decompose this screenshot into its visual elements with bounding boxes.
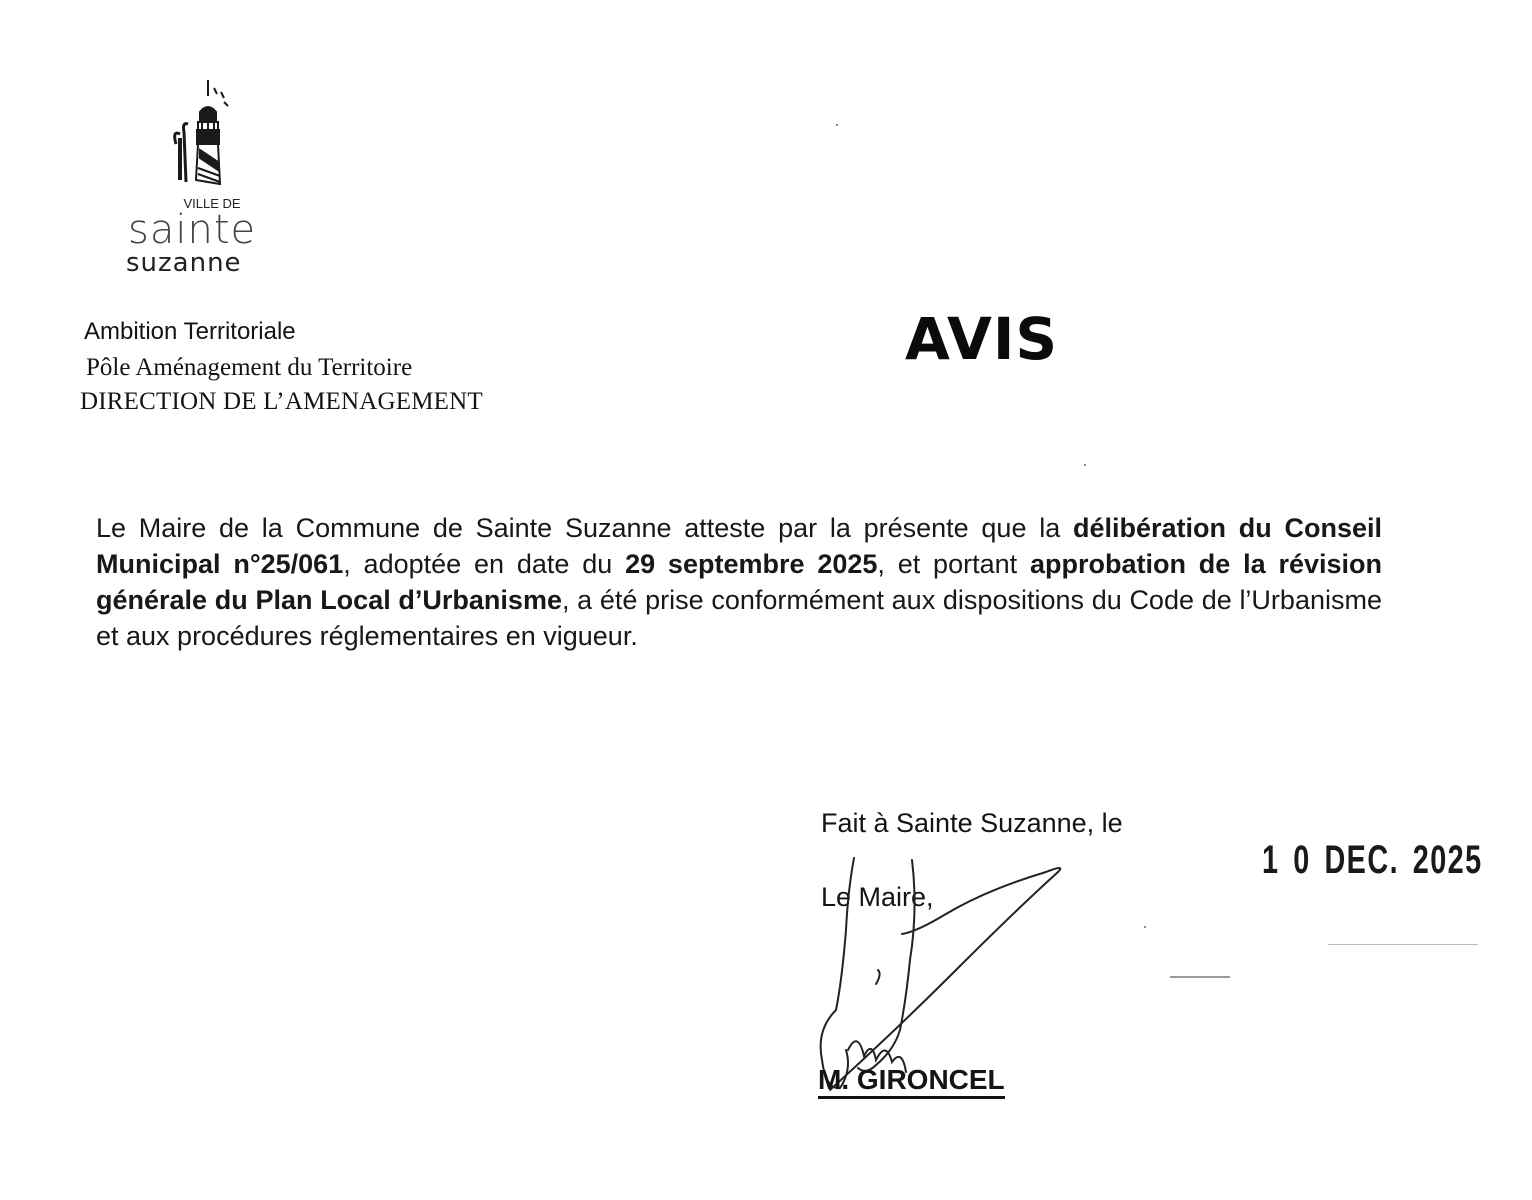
date-stamp: 1 0 DEC. 2025 (1262, 838, 1483, 882)
scan-speck (1084, 464, 1086, 466)
notice-body (96, 510, 1382, 654)
place-line: Fait à Sainte Suzanne, le (821, 808, 1123, 838)
logo-top-text: VILLE DE (183, 196, 241, 211)
scan-speck (1328, 944, 1478, 945)
body-segment: Le Maire de la Commune de Sainte Suzanne atteste par la présente que la (96, 513, 1073, 543)
page-title: AVIS (905, 305, 1059, 373)
body-segment-bold: 29 septembre 2025 (625, 549, 878, 579)
logo-word-suzanne: suzanne (126, 248, 242, 278)
city-logo (120, 72, 300, 287)
department-line-1: Ambition Territoriale (84, 318, 296, 345)
body-segment-bold: approbation de la révision générale du Plan Local d’Urbanisme (96, 549, 1382, 615)
body-segment: , et portant (877, 549, 1030, 579)
department-line-2: Pôle Aménagement du Territoire (86, 354, 413, 381)
department-line-3: DIRECTION DE L’AMENAGEMENT (80, 388, 483, 415)
signer-role: Le Maire, (821, 882, 934, 912)
signer-name: M. GIRONCEL (818, 1065, 1005, 1099)
logo-word-sainte: sainte (128, 207, 257, 253)
lighthouse-icon (120, 72, 300, 197)
body-segment: , a été prise conformément aux dispositions du Code de l’Urbanisme et aux procédures réglementaires en vigueur. (96, 585, 1382, 651)
body-segment: , adoptée en date du (343, 549, 626, 579)
scan-speck (1170, 976, 1230, 978)
scan-speck (1144, 926, 1146, 928)
scan-speck (836, 124, 838, 126)
body-segment-bold: délibération du Conseil Municipal n°25/061 (96, 513, 1382, 579)
